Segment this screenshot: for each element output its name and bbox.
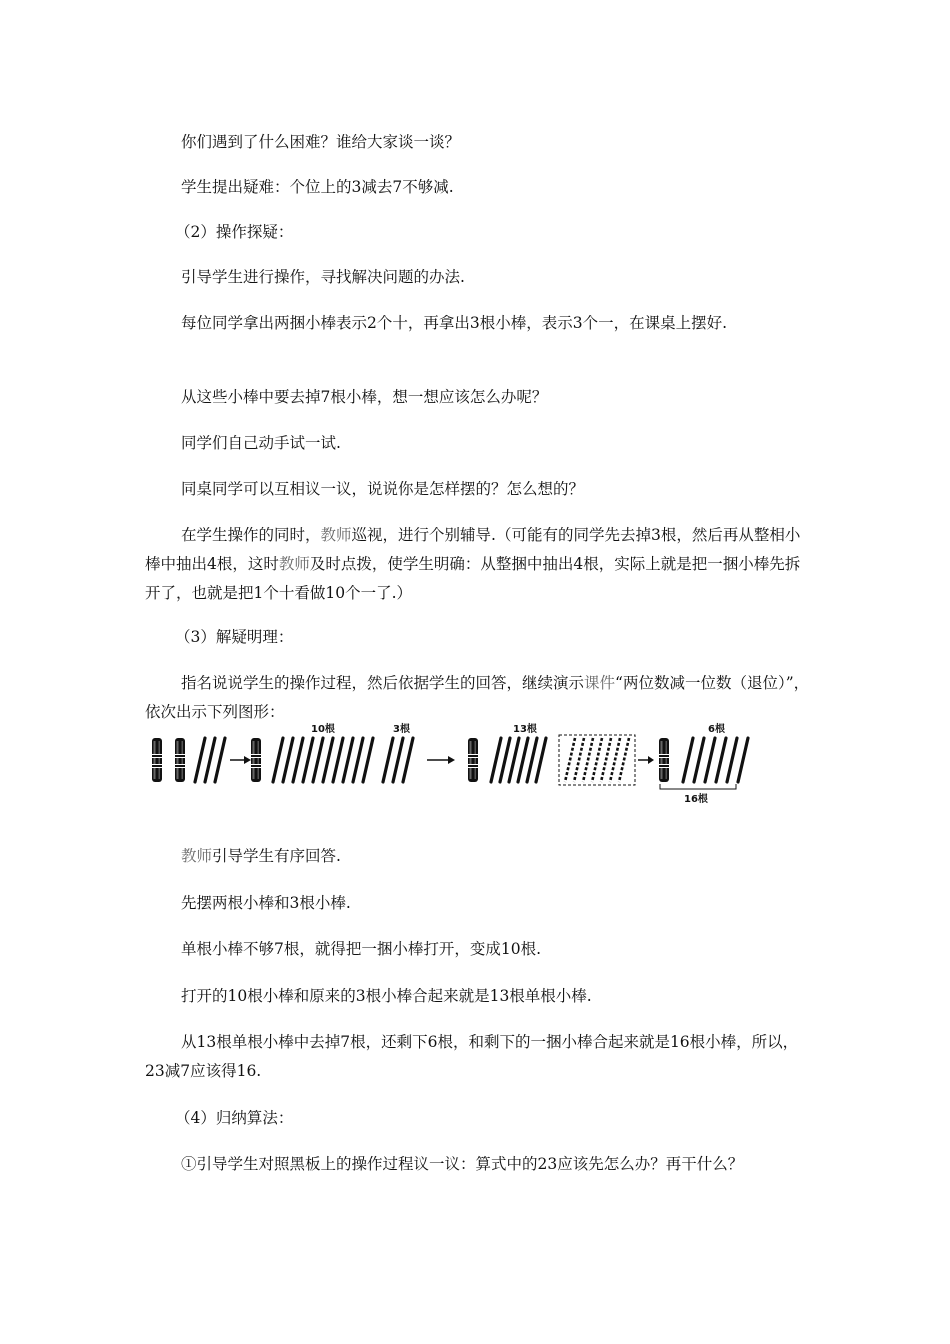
arrow-1-head <box>244 756 251 764</box>
stick <box>195 738 205 782</box>
paragraph-18: ①引导学生对照黑板上的操作过程议一议：算式中的23应该先怎么办？再干什么？ <box>181 1155 744 1173</box>
paragraph-9-text-e: 及时点拨，使学生明确：从整捆中抽出4根，实际上就是把一捆小棒先拆开了，也就是把1个十看做10个一了.） <box>145 555 801 602</box>
stick <box>738 738 748 782</box>
stick <box>518 738 528 782</box>
paragraph-9-text-a: 在学生操作的同时， <box>181 526 321 544</box>
paragraph-1: 你们遇到了什么困难？谁给大家谈一谈？ <box>181 133 461 151</box>
stick <box>716 738 726 782</box>
stick <box>215 738 225 782</box>
paragraph-7: 同学们自己动手试一试. <box>181 434 341 452</box>
teacher-link[interactable]: 教师 <box>320 526 352 544</box>
paragraph-11-text-a: 指名说说学生的操作过程，然后依据学生的回答，继续演示 <box>181 674 585 692</box>
section-heading-2: （2）操作探疑： <box>175 223 294 241</box>
removed-stick <box>574 738 584 782</box>
stick <box>283 738 293 782</box>
section-heading-3: （3）解疑明理： <box>175 628 294 646</box>
stick <box>727 738 737 782</box>
paragraph-4: 引导学生进行操作，寻找解决问题的办法. <box>181 268 465 286</box>
label-13-sticks: 13根 <box>513 724 537 735</box>
sticks-figure-svg <box>148 718 768 808</box>
removed-stick <box>601 738 611 782</box>
stick <box>683 738 693 782</box>
stick <box>293 738 303 782</box>
stick <box>500 738 510 782</box>
bundle-3 <box>250 738 262 782</box>
label-3-sticks: 3根 <box>393 724 410 735</box>
stick <box>323 738 333 782</box>
section-heading-4: （4）归纳算法： <box>175 1109 294 1127</box>
stick <box>694 738 704 782</box>
paragraph-11-text-c: “两位数减一位数（退位）”，依次出示下列图形： <box>145 674 810 721</box>
stick <box>205 738 215 782</box>
stick <box>393 738 403 782</box>
stick <box>313 738 323 782</box>
paragraph-9 <box>145 521 813 608</box>
removed-stick <box>619 738 629 782</box>
removed-stick <box>565 738 575 782</box>
stick <box>303 738 313 782</box>
bundle-2 <box>174 738 186 782</box>
removed-stick <box>592 738 602 782</box>
paragraph-12 <box>145 842 813 871</box>
stick <box>273 738 283 782</box>
paragraph-14: 单根小棒不够7根，就得把一捆小棒打开，变成10根. <box>181 940 542 958</box>
courseware-link[interactable]: 课件 <box>584 674 616 692</box>
bundle-1 <box>151 738 163 782</box>
stick <box>333 738 343 782</box>
removed-stick <box>583 738 593 782</box>
teacher-link[interactable]: 教师 <box>181 847 213 865</box>
paragraph-12-text-b: 引导学生有序回答. <box>212 847 341 865</box>
label-10-sticks: 10根 <box>311 724 335 735</box>
paragraph-6: 从这些小棒中要去掉7根小棒，想一想应该怎么办呢？ <box>181 388 548 406</box>
label-6-sticks: 6根 <box>708 724 725 735</box>
paragraph-9-text-c: 巡视，进行个别辅导.（可能有的同学先去掉3根，然后再从整相小棒中抽出4根，这时 <box>145 526 801 573</box>
paragraph-16: 从13根单根小棒中去掉7根，还剩下6根，和剩下的一捆小棒合起来就是16根小棒，所以，23减7应该得16. <box>145 1033 799 1080</box>
stick <box>343 738 353 782</box>
arrow-2-head <box>448 756 455 764</box>
bundle-4 <box>467 738 479 782</box>
stick <box>527 738 537 782</box>
removed-stick <box>610 738 620 782</box>
bracket-16 <box>660 784 736 789</box>
paragraph-13: 先摆两根小棒和3根小棒. <box>181 894 351 912</box>
teacher-link[interactable]: 教师 <box>278 555 310 573</box>
stick <box>491 738 501 782</box>
stick <box>353 738 363 782</box>
stick <box>705 738 715 782</box>
paragraph-15: 打开的10根小棒和原来的3根小棒合起来就是13根单根小棒. <box>181 987 592 1005</box>
paragraph-2: 学生提出疑难：个位上的3减去7不够减. <box>181 178 454 196</box>
paragraph-5: 每位同学拿出两捆小棒表示2个十，再拿出3根小棒，表示3个一，在课桌上摆好. <box>181 314 728 332</box>
label-16-sticks: 16根 <box>684 794 708 805</box>
arrow-3-head <box>648 756 654 764</box>
stick <box>536 738 546 782</box>
stick <box>363 738 373 782</box>
bundle-5 <box>658 738 670 782</box>
stick <box>383 738 393 782</box>
stick <box>509 738 519 782</box>
stick <box>403 738 413 782</box>
sticks-figure <box>148 718 768 808</box>
paragraph-8: 同桌同学可以互相议一议，说说你是怎样摆的？怎么想的？ <box>181 480 585 498</box>
